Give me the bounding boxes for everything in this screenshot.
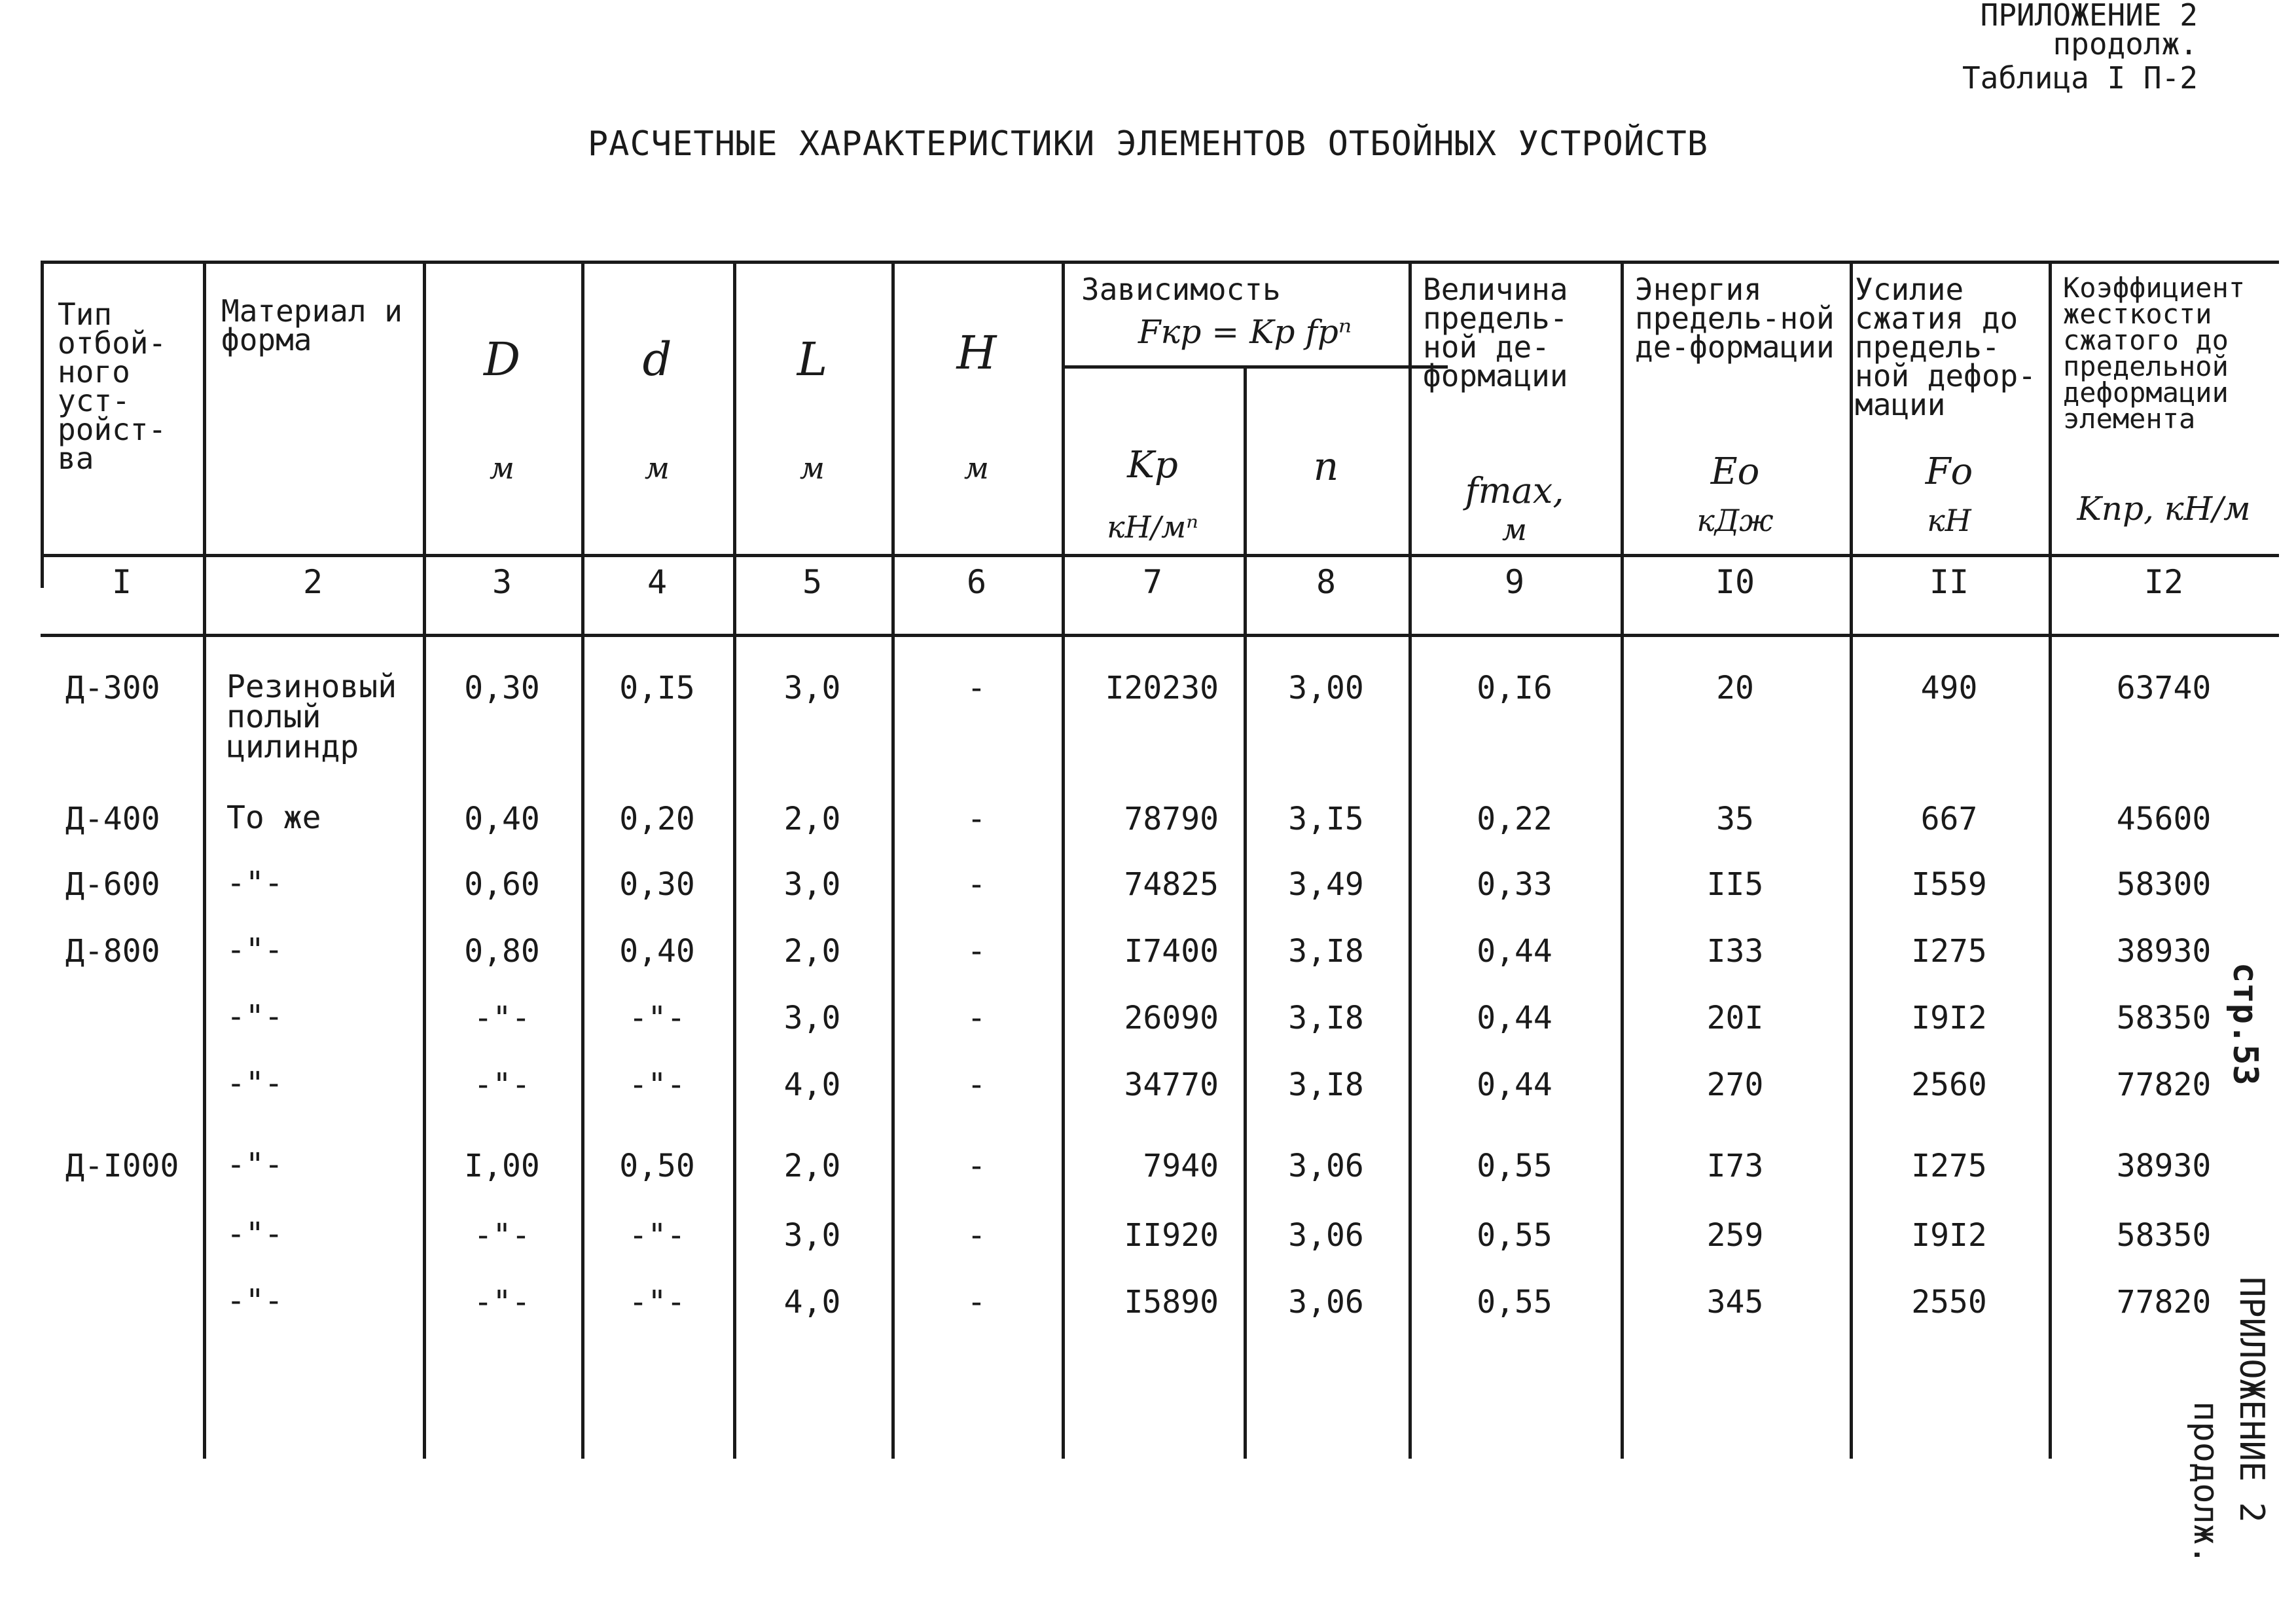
cell-L: 4,0 bbox=[783, 1284, 841, 1321]
cell-fmax: 0,22 bbox=[1477, 801, 1552, 837]
cell-Kp: I5890 bbox=[1124, 1284, 1219, 1321]
cell-D: -"- bbox=[473, 1284, 531, 1321]
header-d-symbol: d bbox=[642, 333, 672, 386]
header-D-unit: м bbox=[489, 450, 515, 486]
cell-material: Резиновый полый цилиндр bbox=[226, 668, 397, 765]
cell-n: 3,I8 bbox=[1288, 1067, 1364, 1103]
col-border bbox=[891, 261, 895, 1459]
cell-fmax: 0,44 bbox=[1477, 1000, 1552, 1036]
header-energy: Энергия предель-ной де-формации bbox=[1635, 272, 1835, 365]
cell-fmax: 0,55 bbox=[1477, 1284, 1552, 1321]
cell-F0: I275 bbox=[1911, 1148, 1987, 1184]
cell-Kpr: 77820 bbox=[2116, 1284, 2212, 1321]
cell-L: 2,0 bbox=[783, 1148, 841, 1184]
cell-type: Д-800 bbox=[65, 933, 160, 970]
cell-F0: I559 bbox=[1911, 866, 1987, 903]
cell-n: 3,49 bbox=[1288, 866, 1364, 903]
cell-E0: 270 bbox=[1706, 1067, 1764, 1103]
col-number: 5 bbox=[802, 563, 823, 601]
cell-E0: 35 bbox=[1716, 801, 1754, 837]
cell-fmax: 0,55 bbox=[1477, 1217, 1552, 1254]
header-L-symbol: L bbox=[797, 333, 828, 386]
col-border bbox=[733, 261, 736, 1459]
cell-H: - bbox=[967, 801, 986, 837]
cell-Kp: I20230 bbox=[1105, 670, 1219, 706]
header-H-symbol: H bbox=[956, 326, 997, 380]
cell-type: Д-300 bbox=[65, 670, 160, 706]
cell-d: -"- bbox=[628, 1067, 686, 1103]
table-id: Таблица I П-2 bbox=[1962, 60, 2198, 96]
cell-E0: 345 bbox=[1706, 1284, 1764, 1321]
cell-Kp: II920 bbox=[1124, 1217, 1219, 1254]
header-F0-symbol: Fо bbox=[1925, 450, 1973, 493]
header-F0-unit: кН bbox=[1927, 503, 1971, 538]
cell-H: - bbox=[967, 933, 986, 970]
cell-n: 3,06 bbox=[1288, 1217, 1364, 1254]
cell-fmax: 0,44 bbox=[1477, 933, 1552, 970]
cell-n: 3,I8 bbox=[1288, 933, 1364, 970]
header-H-unit: м bbox=[963, 450, 990, 486]
cell-D: I,00 bbox=[464, 1148, 540, 1184]
cell-F0: 2560 bbox=[1911, 1067, 1987, 1103]
cell-E0: 20 bbox=[1716, 670, 1754, 706]
cell-F0: I9I2 bbox=[1911, 1000, 1987, 1036]
col-border bbox=[1062, 261, 1065, 1459]
header-material: Материал и форма bbox=[221, 293, 403, 357]
header-E0-symbol: Eо bbox=[1710, 450, 1760, 493]
header-force: Усилие сжатия до предель-ной дефор-мации bbox=[1855, 272, 2036, 422]
cell-Kpr: 58350 bbox=[2116, 1217, 2212, 1254]
cell-L: 2,0 bbox=[783, 801, 841, 837]
cell-Kpr: 77820 bbox=[2116, 1067, 2212, 1103]
col-number: I2 bbox=[2144, 563, 2184, 601]
cell-D: 0,80 bbox=[464, 933, 540, 970]
side-continued: продолж. bbox=[2186, 1401, 2225, 1565]
cell-Kp: 26090 bbox=[1124, 1000, 1219, 1036]
header-d-unit: м bbox=[644, 450, 670, 486]
col-border bbox=[1621, 261, 1624, 1459]
cell-L: 3,0 bbox=[783, 670, 841, 706]
col-border bbox=[1408, 261, 1412, 1459]
cell-type: Д-I000 bbox=[65, 1148, 179, 1184]
col-border bbox=[581, 261, 584, 1459]
cell-H: - bbox=[967, 670, 986, 706]
header-Kp-unit: кН/мⁿ bbox=[1107, 509, 1198, 545]
col-border bbox=[423, 261, 426, 1459]
cell-n: 3,I5 bbox=[1288, 801, 1364, 837]
header-fmax-unit: м bbox=[1501, 512, 1528, 547]
cell-F0: 667 bbox=[1920, 801, 1978, 837]
header-stiffness: Коэффициент жесткости сжатого до предельной деформации элемента bbox=[2063, 272, 2246, 435]
cell-H: - bbox=[967, 866, 986, 903]
cell-material: -"- bbox=[226, 1065, 283, 1102]
cell-d: 0,50 bbox=[619, 1148, 695, 1184]
cell-D: -"- bbox=[473, 1067, 531, 1103]
cell-H: - bbox=[967, 1284, 986, 1321]
cell-d: -"- bbox=[628, 1284, 686, 1321]
cell-F0: 490 bbox=[1920, 670, 1978, 706]
cell-n: 3,06 bbox=[1288, 1148, 1364, 1184]
header-E0-unit: кДж bbox=[1696, 503, 1774, 538]
cell-L: 3,0 bbox=[783, 866, 841, 903]
continued-label: продолж. bbox=[2053, 26, 2198, 62]
page-number: стр.53 bbox=[2225, 962, 2265, 1085]
cell-d: -"- bbox=[628, 1000, 686, 1036]
cell-D: -"- bbox=[473, 1217, 531, 1254]
page-title: РАСЧЕТНЫЕ ХАРАКТЕРИСТИКИ ЭЛЕМЕНТОВ ОТБОЙНЫХ УСТРОЙСТВ bbox=[587, 124, 1709, 164]
cell-material: -"- bbox=[226, 1283, 283, 1319]
cell-L: 4,0 bbox=[783, 1067, 841, 1103]
dependence-divider bbox=[1062, 365, 1448, 369]
col-number: I bbox=[111, 563, 132, 601]
header-Kp-symbol: Kр bbox=[1127, 444, 1178, 486]
cell-L: 3,0 bbox=[783, 1217, 841, 1254]
cell-Kpr: 38930 bbox=[2116, 933, 2212, 970]
col-number: 3 bbox=[492, 563, 512, 601]
header-bottom-border bbox=[41, 554, 2279, 557]
cell-material: -"- bbox=[226, 1216, 283, 1252]
col-number: 9 bbox=[1504, 563, 1525, 601]
cell-H: - bbox=[967, 1217, 986, 1254]
cell-D: 0,30 bbox=[464, 670, 540, 706]
cell-n: 3,06 bbox=[1288, 1284, 1364, 1321]
cell-d: 0,30 bbox=[619, 866, 695, 903]
header-type: Тип отбой-ного уст-ройст-ва bbox=[58, 297, 167, 476]
cell-fmax: 0,44 bbox=[1477, 1067, 1552, 1103]
table-top-border bbox=[41, 261, 2279, 264]
col-border bbox=[1850, 261, 1853, 1459]
cell-material: -"- bbox=[226, 998, 283, 1035]
cell-F0: I9I2 bbox=[1911, 1217, 1987, 1254]
cell-E0: 20I bbox=[1706, 1000, 1764, 1036]
cell-Kpr: 63740 bbox=[2116, 670, 2212, 706]
appendix-label: ПРИЛОЖЕНИЕ 2 bbox=[1980, 0, 2198, 33]
cell-Kpr: 58350 bbox=[2116, 1000, 2212, 1036]
cell-Kp: 7940 bbox=[1143, 1148, 1219, 1184]
header-D-symbol: D bbox=[483, 333, 521, 386]
cell-D: -"- bbox=[473, 1000, 531, 1036]
cell-Kp: 74825 bbox=[1124, 866, 1219, 903]
cell-type: Д-400 bbox=[65, 801, 160, 837]
cell-material: То же bbox=[226, 799, 321, 836]
cell-Kpr: 45600 bbox=[2116, 801, 2212, 837]
header-dependence-formula: Fкр = Kр fрⁿ bbox=[1138, 313, 1352, 351]
numbers-bottom-border bbox=[41, 634, 2279, 637]
cell-H: - bbox=[967, 1148, 986, 1184]
cell-Kpr: 38930 bbox=[2116, 1148, 2212, 1184]
cell-material: -"- bbox=[226, 932, 283, 968]
cell-Kp: 34770 bbox=[1124, 1067, 1219, 1103]
cell-E0: II5 bbox=[1706, 866, 1764, 903]
cell-H: - bbox=[967, 1067, 986, 1103]
cell-Kp: I7400 bbox=[1124, 933, 1219, 970]
cell-material: -"- bbox=[226, 865, 283, 902]
header-max-deformation: Величина предель-ной де-формации bbox=[1423, 272, 1568, 393]
cell-F0: 2550 bbox=[1911, 1284, 1987, 1321]
cell-material: -"- bbox=[226, 1146, 283, 1183]
cell-fmax: 0,I6 bbox=[1477, 670, 1552, 706]
cell-E0: I73 bbox=[1706, 1148, 1764, 1184]
cell-L: 3,0 bbox=[783, 1000, 841, 1036]
header-L-unit: м bbox=[799, 450, 825, 486]
col-border bbox=[2049, 261, 2052, 1459]
cell-n: 3,I8 bbox=[1288, 1000, 1364, 1036]
cell-d: 0,20 bbox=[619, 801, 695, 837]
cell-D: 0,60 bbox=[464, 866, 540, 903]
header-n-symbol: n bbox=[1313, 444, 1339, 490]
col-number: 2 bbox=[302, 563, 323, 601]
cell-E0: I33 bbox=[1706, 933, 1764, 970]
cell-d: 0,40 bbox=[619, 933, 695, 970]
col-number: I0 bbox=[1715, 563, 1755, 601]
header-dependence: Зависимость bbox=[1081, 272, 1281, 307]
header-Kpr-symbol: Kпр, кН/м bbox=[2077, 490, 2251, 528]
cell-Kp: 78790 bbox=[1124, 801, 1219, 837]
cell-d: -"- bbox=[628, 1217, 686, 1254]
header-fmax-symbol: fmax, bbox=[1465, 470, 1564, 511]
cell-F0: I275 bbox=[1911, 933, 1987, 970]
cell-d: 0,I5 bbox=[619, 670, 695, 706]
cell-fmax: 0,33 bbox=[1477, 866, 1552, 903]
col-number: 6 bbox=[966, 563, 987, 601]
cell-E0: 259 bbox=[1706, 1217, 1764, 1254]
cell-n: 3,00 bbox=[1288, 670, 1364, 706]
cell-H: - bbox=[967, 1000, 986, 1036]
col-number: II bbox=[1929, 563, 1969, 601]
cell-D: 0,40 bbox=[464, 801, 540, 837]
col-number: 8 bbox=[1316, 563, 1336, 601]
cell-fmax: 0,55 bbox=[1477, 1148, 1552, 1184]
cell-type: Д-600 bbox=[65, 866, 160, 903]
col-border bbox=[41, 261, 44, 588]
side-appendix: ПРИЛОЖЕНИЕ 2 bbox=[2232, 1277, 2271, 1523]
col-number: 7 bbox=[1142, 563, 1163, 601]
col-border bbox=[203, 261, 206, 1459]
col-number: 4 bbox=[647, 563, 668, 601]
cell-Kpr: 58300 bbox=[2116, 866, 2212, 903]
cell-L: 2,0 bbox=[783, 933, 841, 970]
